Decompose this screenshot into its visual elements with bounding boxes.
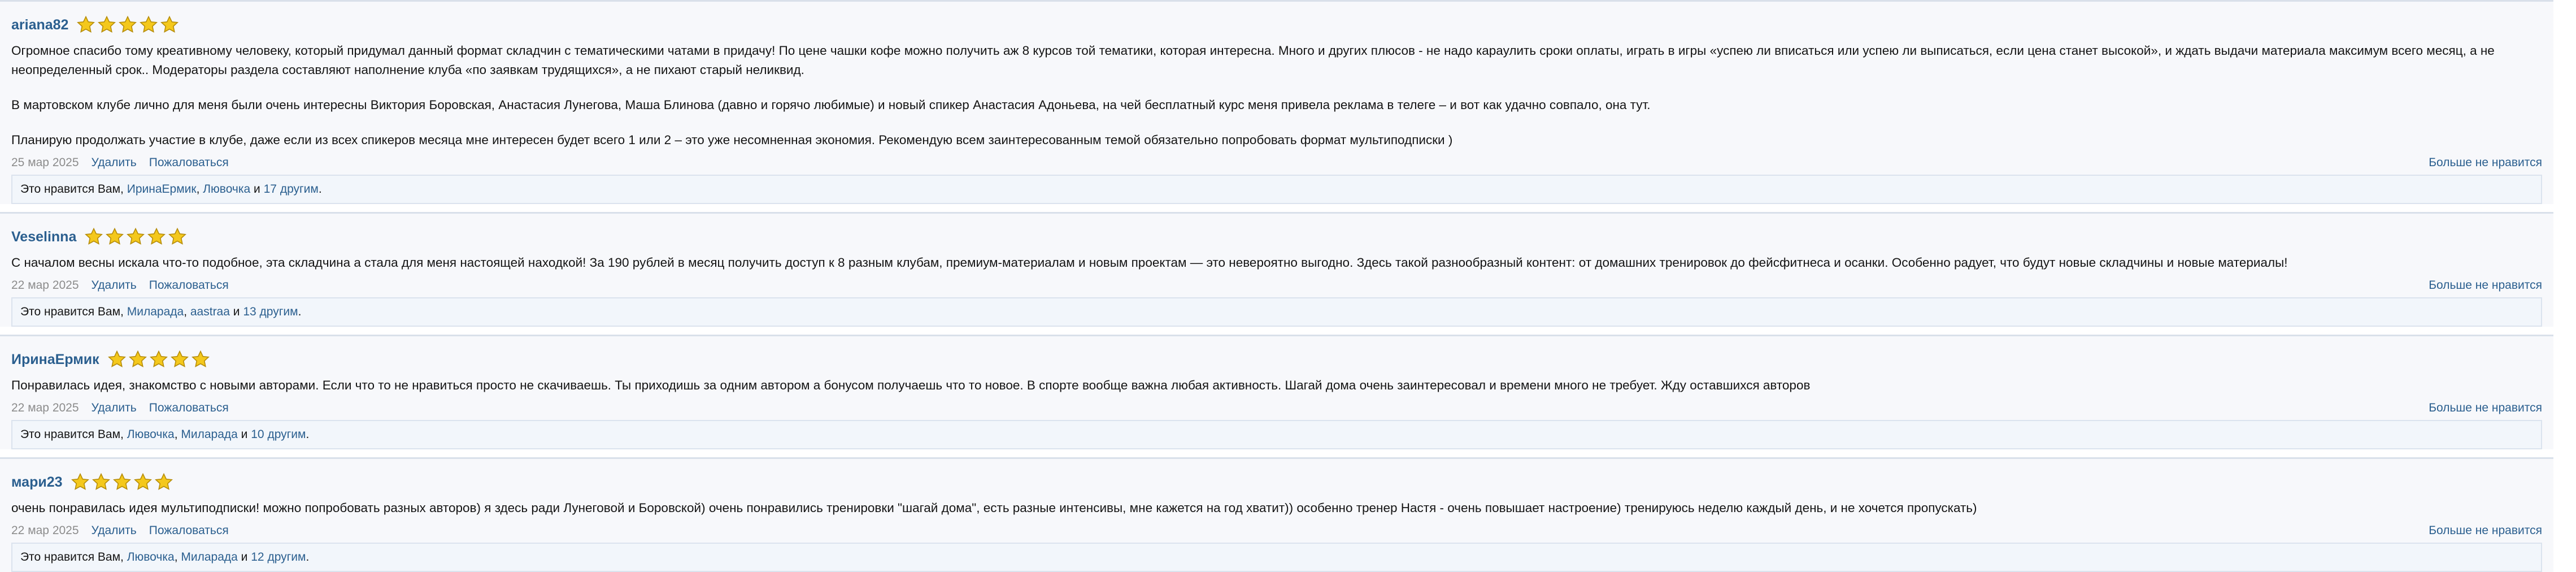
delete-link[interactable]: Удалить (91, 401, 137, 414)
star-icon (71, 473, 90, 492)
review-paragraph: Планирую продолжать участие в клубе, даже если из всех спикеров месяца мне интересен будет всего 1 или 2 – это уже несомненная экономия. Рекомендую всем заинтересованным темой обязательно попробовать формат мультиподписки ) (11, 133, 1453, 147)
unlike-link[interactable]: Больше не нравится (2429, 524, 2542, 537)
review-meta (11, 152, 2542, 174)
review-date: 22 мар 2025 (11, 524, 79, 537)
review-paragraph: С началом весны искала что-то подобное, эта складчина а стала для меня настоящей находкой! За 190 рублей в месяц получить доступ к 8 разным клубам, премиум-материалам и новым проектам — это невероятно выгодно. Здесь такой разнообразный контент: от домашних тренировок до фейсфитнеса и осанки. Особенно радует, что будут новые складчины и новые материалы! (11, 255, 2288, 270)
star-icon (92, 473, 111, 492)
review-header (11, 346, 2542, 372)
likes-separator: , (174, 428, 178, 441)
likes-and: и (241, 428, 248, 441)
author-link[interactable]: ИринаЕрмик (11, 351, 99, 367)
likes-summary (11, 175, 2542, 204)
liker-link[interactable]: Миларада (181, 551, 238, 564)
likes-separator: , (174, 551, 178, 564)
review-date: 22 мар 2025 (11, 401, 79, 414)
star-rating (76, 15, 179, 34)
likes-others-link[interactable]: 10 другим (251, 428, 306, 441)
star-icon (133, 473, 153, 492)
star-rating (84, 227, 187, 246)
star-icon (160, 15, 179, 34)
likes-prefix: Это нравится Вам, (20, 551, 124, 564)
liker-link[interactable]: Лювочка (127, 428, 175, 441)
review-header (11, 12, 2542, 38)
delete-link[interactable]: Удалить (91, 156, 137, 169)
likes-prefix: Это нравится Вам, (20, 305, 124, 318)
likes-prefix: Это нравится Вам, (20, 183, 124, 196)
review-paragraph: В мартовском клубе лично для меня были очень интересны Виктория Боровская, Анастасия Лунегова, Маша Блинова (давно и горячо любимые) и новый спикер Анастасия Адоньева, на чей бесплатный курс меня привела реклама в телеге – и вот как удачно совпало, она тут. (11, 98, 1651, 112)
liker-link[interactable]: Миларада (127, 305, 184, 318)
delete-link[interactable]: Удалить (91, 279, 137, 292)
review-paragraph: Огромное спасибо тому креативному человеку, который придумал данный формат складчин с тематическими чатами в придачу! По цене чашки кофе можно получить аж 8 курсов той тематики, которая интересна. Много и других плюсов - не надо караулить сроки оплаты, играть в игры «успею ли вписаться или успею ли выписаться, если цена станет высокой», и ждать выдачи материала максимум всего месяц, а не неопределенный срок.. Модераторы раздела составляют наполнение клуба «по заявкам трудящихся», а не пихают старый неликвид. (11, 44, 2495, 77)
review-text (11, 41, 2542, 150)
likes-others-link[interactable]: 12 другим (251, 551, 306, 564)
star-icon (139, 15, 158, 34)
star-rating (107, 350, 210, 369)
star-icon (107, 350, 127, 369)
likes-prefix: Это нравится Вам, (20, 428, 124, 441)
review-meta (11, 275, 2542, 296)
star-icon (76, 15, 95, 34)
star-icon (147, 227, 166, 246)
star-icon (112, 473, 132, 492)
star-icon (128, 350, 147, 369)
review-text (11, 376, 2542, 395)
author-link[interactable]: Veselinna (11, 228, 77, 245)
star-icon (168, 227, 187, 246)
review-item (0, 0, 2553, 204)
star-icon (170, 350, 189, 369)
liker-link[interactable]: aastraa (190, 305, 230, 318)
review-header (11, 469, 2542, 495)
likes-end: . (318, 183, 322, 196)
star-icon (97, 15, 116, 34)
likes-others-link[interactable]: 17 другим (263, 183, 319, 196)
review-meta (11, 397, 2542, 419)
unlike-link[interactable]: Больше не нравится (2429, 279, 2542, 292)
liker-link[interactable]: Лювочка (203, 183, 251, 196)
report-link[interactable]: Пожаловаться (149, 524, 229, 537)
review-paragraph: Понравилась идея, знакомство с новыми авторами. Если что то не нравиться просто не скачиваешь. Ты приходишь за одним автором а бонусом получаешь что то новое. В спорте вообще важна любая активность. Шагай дома очень заинтересовал и времени много не требует. Жду оставшихся авторов (11, 378, 1811, 392)
star-icon (149, 350, 168, 369)
report-link[interactable]: Пожаловаться (149, 279, 229, 292)
review-header (11, 224, 2542, 250)
likes-separator: , (196, 183, 200, 196)
likes-and: и (241, 551, 248, 564)
liker-link[interactable]: Миларада (181, 428, 238, 441)
report-link[interactable]: Пожаловаться (149, 156, 229, 169)
likes-and: и (233, 305, 240, 318)
author-link[interactable]: мари23 (11, 474, 63, 490)
likes-end: . (306, 428, 310, 441)
delete-link[interactable]: Удалить (91, 524, 137, 537)
review-item (0, 457, 2553, 572)
likes-others-link[interactable]: 13 другим (243, 305, 298, 318)
likes-separator: , (184, 305, 188, 318)
likes-summary (11, 297, 2542, 327)
likes-summary (11, 543, 2542, 572)
unlike-link[interactable]: Больше не нравится (2429, 401, 2542, 414)
review-item (0, 335, 2553, 449)
review-text (11, 499, 2542, 518)
unlike-link[interactable]: Больше не нравится (2429, 156, 2542, 169)
star-icon (118, 15, 137, 34)
liker-link[interactable]: ИринаЕрмик (127, 183, 197, 196)
likes-end: . (298, 305, 302, 318)
likes-summary (11, 420, 2542, 449)
star-icon (126, 227, 145, 246)
review-date: 22 мар 2025 (11, 279, 79, 292)
star-icon (105, 227, 124, 246)
star-icon (191, 350, 210, 369)
author-link[interactable]: ariana82 (11, 16, 69, 33)
star-icon (84, 227, 103, 246)
review-text (11, 253, 2542, 272)
likes-and: и (254, 183, 260, 196)
liker-link[interactable]: Лювочка (127, 551, 175, 564)
report-link[interactable]: Пожаловаться (149, 401, 229, 414)
review-meta (11, 520, 2542, 541)
review-date: 25 мар 2025 (11, 156, 79, 169)
star-icon (154, 473, 173, 492)
likes-end: . (306, 551, 310, 564)
star-rating (71, 473, 173, 492)
review-item (0, 212, 2553, 327)
review-paragraph: очень понравилась идея мультиподписки! можно попробовать разных авторов) я здесь ради Лунеговой и Боровской) очень понравились тренировки "шагай дома", есть разные интенсивы, мне кажется на год хватит)) особенно тренер Настя - очень повышает настроение) тренируюсь неделю каждый день, и не хочется пропускать) (11, 501, 1977, 515)
